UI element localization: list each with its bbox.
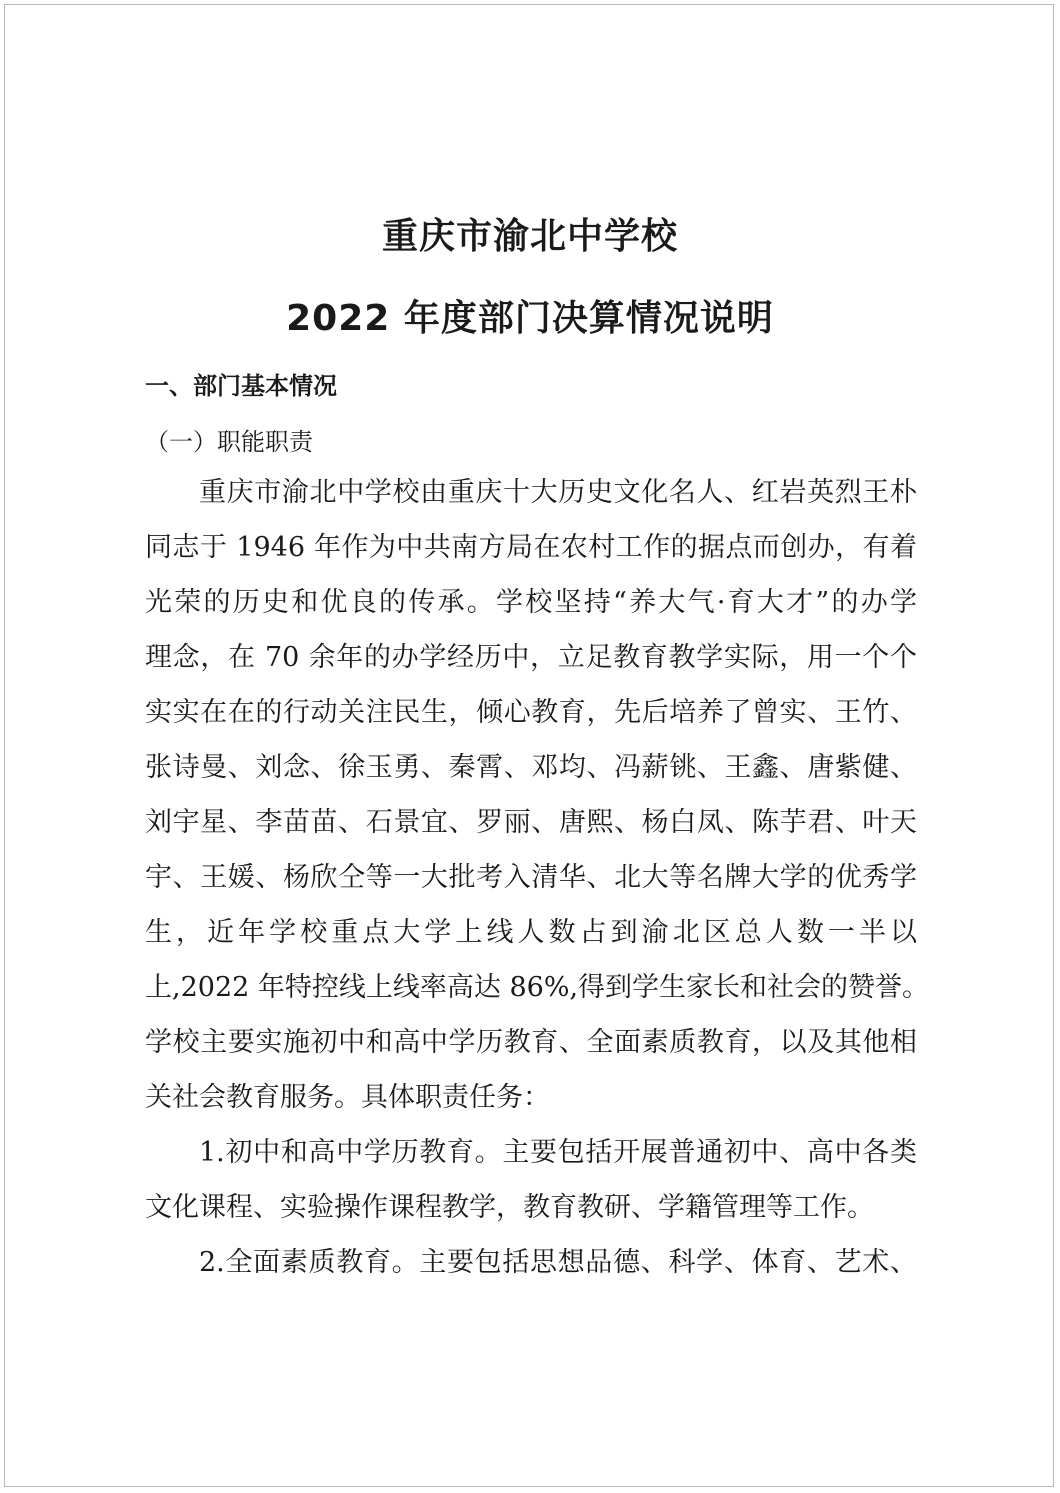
body-line: 实实在在的行动关注民生，倾心教育，先后培养了曾实、王竹、 <box>145 697 917 728</box>
list-item-line: 文化课程、实验操作课程教学，教育教研、学籍管理等工作。 <box>145 1192 874 1223</box>
list-item-line: 1.初中和高中学历教育。主要包括开展普通初中、高中各类 <box>199 1137 917 1168</box>
body-line: 同志于 1946 年作为中共南方局在农村工作的据点而创办，有着 <box>145 532 917 563</box>
body-line: 关社会教育服务。具体职责任务： <box>145 1082 550 1113</box>
body-line: 上,2022 年特控线上线率高达 86%,得到学生家长和社会的赞誉。 <box>145 972 930 1003</box>
body-line: 宇、王媛、杨欣仝等一大批考入清华、北大等名牌大学的优秀学 <box>145 862 917 893</box>
body-line: 生，近年学校重点大学上线人数占到渝北区总人数一半以 <box>145 917 917 948</box>
body-line: 理念，在 70 余年的办学经历中，立足教育教学实际，用一个个 <box>145 642 917 673</box>
body-line: 重庆市渝北中学校由重庆十大历史文化名人、红岩英烈王朴 <box>199 477 917 508</box>
list-item-line: 2.全面素质教育。主要包括思想品德、科学、体育、艺术、 <box>199 1247 917 1278</box>
body-line: 光荣的历史和优良的传承。学校坚持“养大气·育大才”的办学 <box>145 587 917 618</box>
body-line: 刘宇星、李苗苗、石景宜、罗丽、唐熙、杨白凤、陈芋君、叶天 <box>145 807 917 838</box>
subsection-heading: （一）职能职责 <box>145 428 313 456</box>
body-line: 学校主要实施初中和高中学历教育、全面素质教育，以及其他相 <box>145 1027 917 1058</box>
body-line: 张诗曼、刘念、徐玉勇、秦霄、邓均、冯薪铫、王鑫、唐紫健、 <box>145 752 917 783</box>
document-title-line1: 重庆市渝北中学校 <box>381 216 678 257</box>
document-title-line2: 2022 年度部门决算情况说明 <box>286 298 774 339</box>
section-heading: 一、部门基本情况 <box>145 372 337 400</box>
